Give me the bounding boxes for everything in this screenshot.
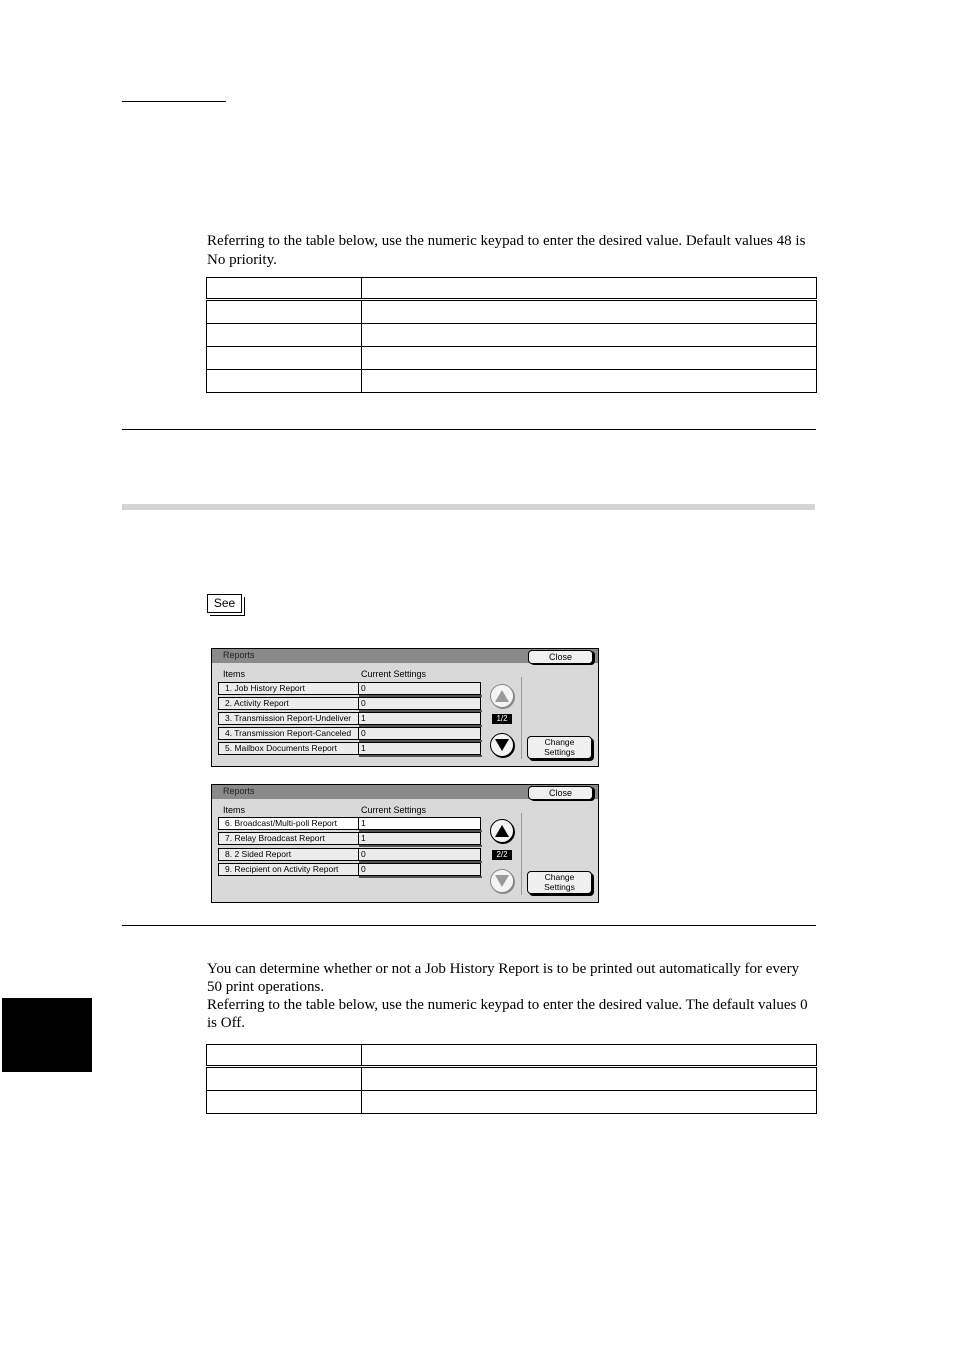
change-settings-label-line2: Settings (544, 881, 575, 892)
scroll-up-button[interactable] (490, 819, 514, 843)
page-indicator: 1/2 (492, 714, 512, 724)
table-header-cell (362, 1045, 817, 1067)
divider (521, 677, 522, 759)
table-header-cell (207, 1045, 362, 1067)
scroll-down-button[interactable] (490, 733, 514, 757)
see-reference-icon: See (207, 594, 242, 613)
table-cell (362, 324, 817, 347)
table-cell (207, 1091, 362, 1114)
table-header-cell (207, 278, 362, 300)
priority-table (206, 277, 817, 393)
current-settings-column-header: Current Settings (361, 805, 427, 815)
table-cell (207, 370, 362, 393)
chapter-tab (2, 998, 92, 1072)
table-cell (362, 1091, 817, 1114)
change-settings-label-line1: Change (544, 872, 575, 882)
report-item-name[interactable]: 4. Transmission Report-Canceled (218, 727, 362, 740)
report-item-value: 1 (358, 712, 481, 725)
section-divider (122, 429, 816, 430)
report-item-value: 0 (358, 697, 481, 710)
section-divider (122, 925, 816, 926)
report-item-value: 0 (358, 727, 481, 740)
change-settings-label-line2: Settings (544, 746, 575, 757)
arrow-down-icon (494, 737, 510, 753)
job-history-text-2: Referring to the table below, use the numeric keypad to enter the desired value. The default values 0 is Off. (207, 997, 808, 1031)
report-item-name[interactable]: 5. Mailbox Documents Report (218, 742, 362, 755)
table-cell (362, 300, 817, 324)
change-settings-label-line1: Change (544, 737, 575, 747)
table-header-cell (362, 278, 817, 300)
table-cell (362, 347, 817, 370)
job-history-paragraph (207, 960, 817, 1032)
report-item-name[interactable]: 6. Broadcast/Multi-poll Report (218, 817, 362, 830)
reports-screen-page-1 (211, 648, 599, 767)
divider (521, 813, 522, 895)
table-cell (207, 324, 362, 347)
items-column-header: Items (223, 669, 246, 679)
change-settings-button[interactable] (527, 871, 592, 894)
report-item-name[interactable]: 2. Activity Report (218, 697, 362, 710)
change-settings-button[interactable] (527, 736, 592, 759)
report-item-value: 1 (358, 742, 481, 755)
screen-title: Reports (223, 786, 255, 796)
report-item-value: 0 (358, 848, 481, 861)
header-rule (122, 101, 226, 102)
job-history-table (206, 1044, 817, 1114)
arrow-down-icon (494, 873, 510, 889)
arrow-up-icon (494, 823, 510, 839)
report-item-name[interactable]: 3. Transmission Report-Undeliver (218, 712, 362, 725)
intro-paragraph: Referring to the table below, use the numeric keypad to enter the desired value. Default values 48 is No priority. (207, 233, 806, 268)
report-item-name[interactable]: 8. 2 Sided Report (218, 848, 362, 861)
report-item-name[interactable]: 7. Relay Broadcast Report (218, 832, 362, 845)
arrow-up-icon (494, 688, 510, 704)
report-item-value: 1 (358, 832, 481, 845)
report-item-name[interactable]: 9. Recipient on Activity Report (218, 863, 362, 876)
scroll-down-button[interactable] (490, 869, 514, 893)
scroll-up-button[interactable] (490, 684, 514, 708)
table-cell (362, 1067, 817, 1091)
page-indicator: 2/2 (492, 850, 512, 860)
report-item-value: 1 (358, 817, 481, 830)
table-cell (207, 1067, 362, 1091)
report-item-name[interactable]: 1. Job History Report (218, 682, 362, 695)
table-cell (362, 370, 817, 393)
report-item-value: 0 (358, 863, 481, 876)
job-history-text-1: You can determine whether or not a Job History Report is to be printed out automatically for every 50 print operations. (207, 961, 800, 995)
items-column-header: Items (223, 805, 246, 815)
reports-screen-page-2 (211, 784, 599, 903)
section-heading-band (122, 504, 815, 510)
table-cell (207, 300, 362, 324)
close-button[interactable]: Close (528, 650, 593, 664)
close-button[interactable]: Close (528, 786, 593, 800)
screen-title: Reports (223, 650, 255, 660)
report-item-value: 0 (358, 682, 481, 695)
table-cell (207, 347, 362, 370)
current-settings-column-header: Current Settings (361, 669, 427, 679)
